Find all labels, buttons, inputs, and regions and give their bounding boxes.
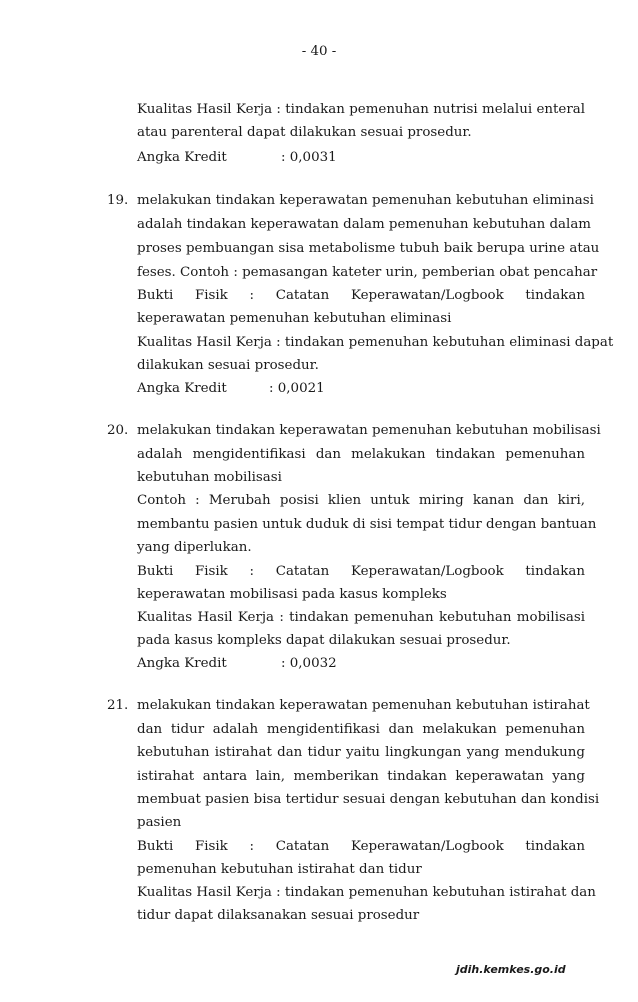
item-line: kebutuhan istirahat dan tidur yaitu lingkungan yang mendukung [137,745,585,760]
angka-kredit-value: : 0,0032 [281,656,337,671]
angka-kredit-value: : 0,0021 [269,381,325,396]
item-line: membuat pasien bisa tertidur sesuai dengan kebutuhan dan kondisi [137,792,600,807]
item-number: 21. [107,698,129,713]
intro-kualitas-line-1: Kualitas Hasil Kerja : tindakan pemenuhan nutrisi melalui enteral [137,102,585,117]
intro-angka-kredit-label: Angka Kredit [137,150,227,165]
bukti-fisik-line-1: Bukti Fisik : Catatan Keperawatan/Logbook tindakan [137,564,585,579]
kualitas-line-2: pada kasus kompleks dapat dilakukan sesuai prosedur. [137,633,511,648]
item-line: melakukan tindakan keperawatan pemenuhan kebutuhan istirahat [137,698,590,713]
bukti-fisik-line-1: Bukti Fisik : Catatan Keperawatan/Logbook tindakan [137,839,585,854]
kualitas-line-1: Kualitas Hasil Kerja : tindakan pemenuhan kebutuhan mobilisasi [137,610,585,625]
bukti-fisik-line-2: pemenuhan kebutuhan istirahat dan tidur [137,862,422,877]
bukti-fisik-line-1: Bukti Fisik : Catatan Keperawatan/Logbook tindakan [137,288,585,303]
item-line: kebutuhan mobilisasi [137,470,282,485]
item-line: adalah tindakan keperawatan dalam pemenuhan kebutuhan dalam [137,217,591,232]
item-line: proses pembuangan sisa metabolisme tubuh baik berupa urine atau [137,241,600,256]
item-number: 20. [107,423,129,438]
item-line: adalah mengidentifikasi dan melakukan tindakan pemenuhan [137,447,585,462]
item-line: melakukan tindakan keperawatan pemenuhan kebutuhan mobilisasi [137,423,601,438]
kualitas-line-2: dilakukan sesuai prosedur. [137,358,319,373]
bukti-fisik-line-2: keperawatan mobilisasi pada kasus kompleks [137,587,447,602]
kualitas-line-2: tidur dapat dilaksanakan sesuai prosedur [137,908,420,923]
item-line: pasien [137,815,182,830]
item-line: dan tidur adalah mengidentifikasi dan melakukan pemenuhan [137,722,585,737]
item-line: yang diperlukan. [137,540,252,555]
kualitas-line-1: Kualitas Hasil Kerja : tindakan pemenuhan kebutuhan eliminasi dapat [137,335,614,350]
item-line: membantu pasien untuk duduk di sisi tempat tidur dengan bantuan [137,517,597,532]
item-line: istirahat antara lain, memberikan tindakan keperawatan yang [137,769,585,784]
intro-angka-kredit-value: : 0,0031 [281,150,337,165]
item-number: 19. [107,193,129,208]
footer-source-url: jdih.kemkes.go.id [456,963,566,976]
kualitas-line-1: Kualitas Hasil Kerja : tindakan pemenuhan kebutuhan istirahat dan [137,885,596,900]
page-number: - 40 - [301,44,337,59]
intro-kualitas-line-2: atau parenteral dapat dilakukan sesuai prosedur. [137,125,472,140]
angka-kredit-label: Angka Kredit [137,656,227,671]
item-line: feses. Contoh : pemasangan kateter urin, pemberian obat pencahar [137,265,598,280]
angka-kredit-label: Angka Kredit [137,381,227,396]
bukti-fisik-line-2: keperawatan pemenuhan kebutuhan eliminasi [137,311,452,326]
item-line: Contoh : Merubah posisi klien untuk miring kanan dan kiri, [137,493,585,508]
item-line: melakukan tindakan keperawatan pemenuhan kebutuhan eliminasi [137,193,594,208]
